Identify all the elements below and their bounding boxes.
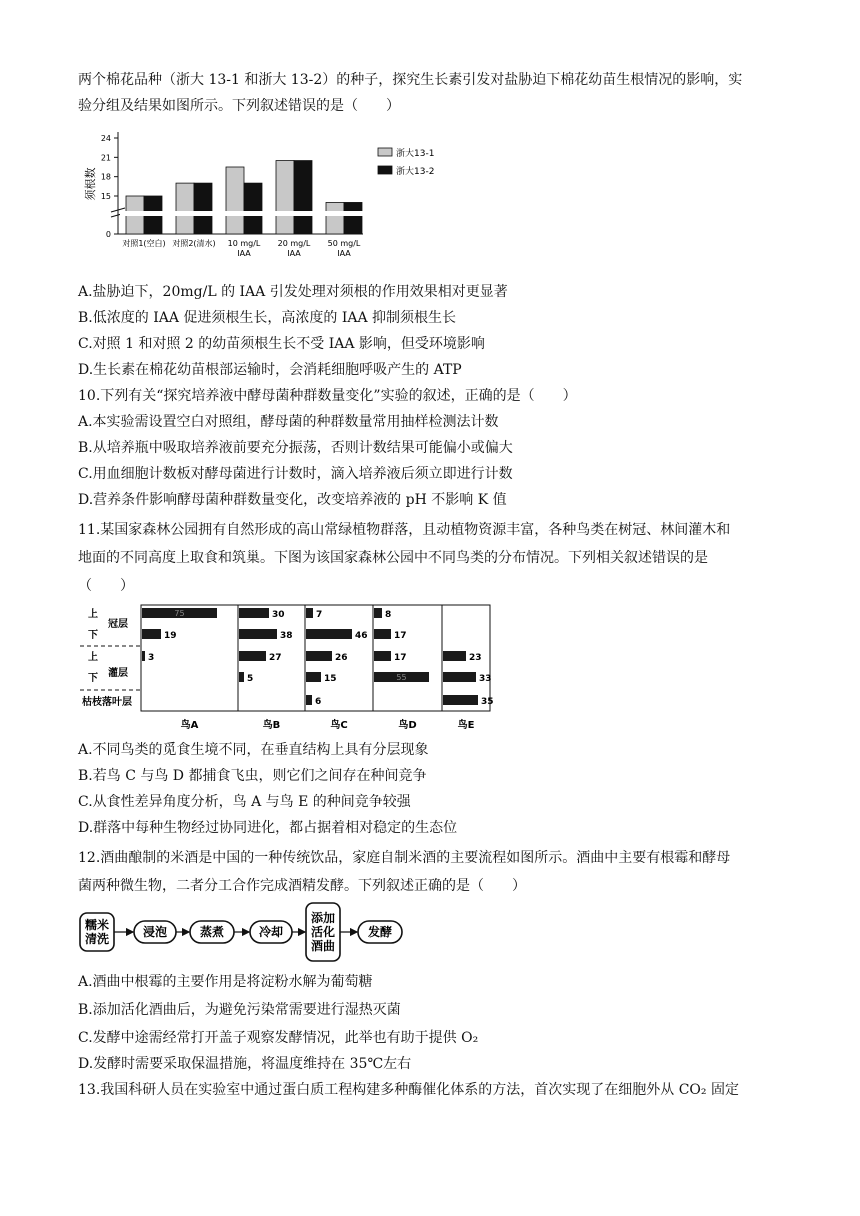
bar	[239, 629, 277, 639]
bar	[344, 202, 362, 234]
flow-step-label: 蒸煮	[199, 925, 225, 939]
q9-option-b: B.低浓度的 IAA 促进须根生长，高浓度的 IAA 抑制须根生长	[78, 310, 457, 326]
bar	[443, 695, 478, 705]
legend-swatch	[378, 166, 392, 174]
bar-value-label: 17	[394, 653, 407, 663]
bar-value-label: 27	[269, 653, 282, 663]
panel-frame	[141, 605, 238, 711]
bar	[239, 672, 244, 682]
rooting-bar-chart	[78, 126, 435, 266]
bar	[306, 695, 312, 705]
legend-swatch	[378, 148, 392, 156]
x-tick-label: 50 mg/L	[327, 239, 361, 248]
bar	[306, 608, 313, 618]
bar-value-label: 23	[469, 653, 482, 663]
y-tick-label: 24	[100, 134, 111, 143]
bar	[306, 672, 321, 682]
q10-option-d: D.营养条件影响酵母菌种群数量变化，改变培养液的 pH 不影响 K 值	[78, 492, 507, 508]
q12-stem-line2: 菌两种微生物，二者分工合作完成酒精发酵。下列叙述正确的是（ ）	[78, 878, 526, 894]
bird-label: 鸟D	[398, 720, 417, 731]
bar	[239, 651, 266, 661]
rice-wine-flowchart	[78, 902, 408, 968]
flow-step-label: 发酵	[367, 925, 393, 939]
q12-option-a: A.酒曲中根霉的主要作用是将淀粉水解为葡萄糖	[78, 974, 373, 990]
bar	[443, 672, 476, 682]
bar	[374, 651, 391, 661]
bar	[276, 161, 294, 234]
y-tick-label: 0	[105, 230, 111, 239]
bar	[239, 608, 269, 618]
bar-value-label: 15	[324, 674, 337, 684]
q9-option-c: C.对照 1 和对照 2 的幼苗须根生长不受 IAA 影响，但受环境影响	[78, 336, 485, 352]
x-tick-label: 10 mg/L	[227, 239, 261, 248]
bar-value-label: 26	[335, 653, 348, 663]
y-tick-label: 15	[100, 192, 111, 201]
bar-value-label: 55	[396, 673, 407, 682]
q11-stem-line2: 地面的不同高度上取食和筑巢。下图为该国家森林公园中不同鸟类的分布情况。下列相关叙述错误的是	[78, 550, 708, 566]
bar-break-band	[120, 211, 365, 216]
bar	[326, 202, 344, 234]
bird-label: 鸟B	[262, 720, 281, 731]
q9-stem-line1: 两个棉花品种（浙大 13-1 和浙大 13-2）的种子，探究生长素引发对盐胁迫下棉花幼苗生根情况的影响，实	[78, 72, 743, 88]
q11-option-c: C.从食性差异角度分析，鸟 A 与鸟 E 的种间竞争较强	[78, 794, 411, 810]
q12-option-c: C.发酵中途需经常打开盖子观察发酵情况，此举也有助于提供 O₂	[78, 1030, 479, 1046]
bar	[142, 651, 145, 661]
layer-label: 下	[88, 673, 98, 684]
layer-label: 灌层	[108, 668, 128, 679]
bar	[374, 629, 391, 639]
bar-value-label: 8	[385, 610, 392, 620]
bar-value-label: 6	[315, 697, 322, 707]
bar-value-label: 3	[148, 653, 155, 663]
x-tick-label: 20 mg/L	[277, 239, 311, 248]
flow-step-label: 糯米清洗	[84, 918, 110, 946]
bar	[306, 651, 332, 661]
q10-stem: 10.下列有关“探究培养液中酵母菌种群数量变化”实验的叙述，正确的是（ ）	[78, 388, 577, 404]
bar	[142, 629, 161, 639]
bird-label: 鸟A	[180, 720, 199, 731]
layer-label: 下	[88, 630, 98, 641]
q9-option-a: A.盐胁迫下，20mg/L 的 IAA 引发处理对须根的作用效果相对更显著	[78, 284, 508, 300]
flow-step-label: 浸泡	[142, 925, 168, 939]
q11-option-d: D.群落中每种生物经过协同进化，都占据着相对稳定的生态位	[78, 820, 458, 836]
layer-label: 上	[88, 609, 98, 620]
q9-stem-line2: 验分组及结果如图所示。下列叙述错误的是（ ）	[78, 98, 400, 114]
bar	[244, 183, 262, 234]
bar	[194, 183, 212, 234]
bar-value-label: 75	[174, 609, 185, 618]
q11-option-b: B.若鸟 C 与鸟 D 都捕食飞虫，则它们之间存在种间竞争	[78, 768, 427, 784]
x-tick-label: IAA	[287, 249, 301, 258]
q10-option-a: A.本实验需设置空白对照组，酵母菌的种群数量常用抽样检测法计数	[78, 414, 499, 430]
q9-option-d: D.生长素在棉花幼苗根部运输时，会消耗细胞呼吸产生的 ATP	[78, 362, 462, 378]
x-tick-label: IAA	[237, 249, 251, 258]
q11-stem-line1: 11.某国家森林公园拥有自然形成的高山常绿植物群落，且动植物资源丰富，各种鸟类在树冠、林间灌木和	[78, 522, 731, 538]
bar-value-label: 5	[247, 674, 254, 684]
bar-value-label: 35	[481, 697, 494, 707]
legend-label: 浙大13-1	[396, 149, 435, 159]
bird-label: 鸟E	[457, 720, 475, 731]
q12-option-b: B.添加活化酒曲后，为避免污染常需要进行湿热灭菌	[78, 1002, 401, 1018]
q10-option-c: C.用血细胞计数板对酵母菌进行计数时，滴入培养液后须立即进行计数	[78, 466, 513, 482]
y-tick-label: 18	[100, 172, 111, 182]
q11-option-a: A.不同鸟类的觅食生境不同，在垂直结构上具有分层现象	[78, 742, 429, 758]
legend-label: 浙大13-2	[396, 167, 435, 177]
q11-stem-line3: （ ）	[78, 578, 134, 594]
layer-label: 上	[88, 652, 98, 663]
q13-stem-line1: 13.我国科研人员在实验室中通过蛋白质工程构建多种酶催化体系的方法，首次实现了在细胞外从 CO₂ 固定	[78, 1082, 739, 1098]
bar	[226, 167, 244, 234]
y-axis-label: 须根数	[84, 167, 97, 201]
flow-step-label: 冷却	[258, 925, 284, 939]
bird-distribution-chart	[78, 604, 508, 736]
bar	[374, 608, 382, 618]
bar-value-label: 33	[479, 674, 492, 684]
bar-value-label: 46	[355, 631, 368, 641]
x-tick-label: 对照2(清水)	[172, 239, 216, 248]
bar-value-label: 17	[394, 631, 407, 641]
bar-value-label: 7	[316, 610, 323, 620]
bar	[306, 629, 352, 639]
bar	[443, 651, 466, 661]
q12-stem-line1: 12.酒曲酿制的米酒是中国的一种传统饮品，家庭自制米酒的主要流程如图所示。酒曲中主要有根霉和酵母	[78, 850, 731, 866]
bar-value-label: 19	[164, 631, 177, 641]
flow-step-label: 添加活化酒曲	[310, 911, 336, 953]
bar	[176, 183, 194, 234]
layer-label: 冠层	[108, 619, 128, 630]
y-tick-label: 21	[100, 153, 111, 163]
layer-label: 枯枝落叶层	[82, 697, 132, 708]
x-tick-label: IAA	[337, 249, 351, 258]
bar-value-label: 38	[280, 631, 293, 641]
q12-option-d: D.发酵时需要采取保温措施，将温度维持在 35℃左右	[78, 1056, 412, 1072]
x-tick-label: 对照1(空白)	[122, 239, 166, 248]
bar	[294, 161, 312, 234]
q10-option-b: B.从培养瓶中吸取培养液前要充分振荡，否则计数结果可能偏小或偏大	[78, 440, 513, 456]
bird-label: 鸟C	[330, 720, 348, 731]
bar-value-label: 30	[272, 610, 285, 620]
